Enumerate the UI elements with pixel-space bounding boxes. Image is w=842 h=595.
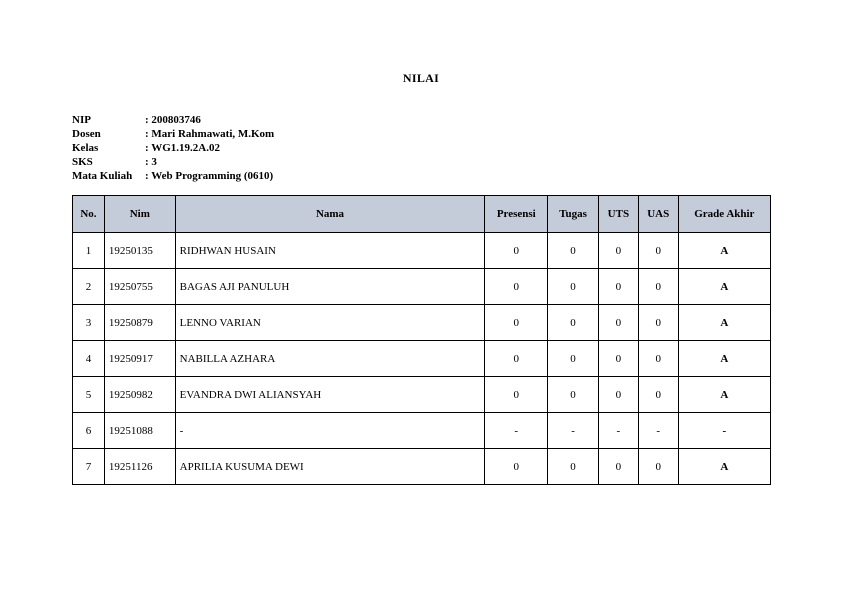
- cell-tugas: 0: [548, 269, 599, 305]
- table-header-row: [73, 196, 771, 233]
- header-nama: Nama: [175, 196, 485, 233]
- cell-tugas: 0: [548, 305, 599, 341]
- table-row: [73, 305, 771, 341]
- cell-uas: 0: [638, 449, 678, 485]
- cell-nama: APRILIA KUSUMA DEWI: [175, 449, 485, 485]
- cell-no: 3: [73, 305, 105, 341]
- info-row-dosen: [72, 127, 274, 141]
- info-value: : Web Programming (0610): [145, 170, 274, 182]
- cell-uts: 0: [598, 269, 638, 305]
- cell-uts: 0: [598, 305, 638, 341]
- cell-uts: 0: [598, 233, 638, 269]
- info-row-nip: [72, 113, 274, 127]
- cell-tugas: -: [548, 413, 599, 449]
- table-row: [73, 377, 771, 413]
- table-row: [73, 269, 771, 305]
- header-tugas: Tugas: [548, 196, 599, 233]
- cell-no: 2: [73, 269, 105, 305]
- header-nim: Nim: [104, 196, 175, 233]
- cell-no: 1: [73, 233, 105, 269]
- cell-nim: 19251126: [104, 449, 175, 485]
- header-uts: UTS: [598, 196, 638, 233]
- cell-presensi: 0: [485, 305, 548, 341]
- header-uas: UAS: [638, 196, 678, 233]
- cell-presensi: 0: [485, 377, 548, 413]
- header-no: No.: [73, 196, 105, 233]
- info-value: : 200803746: [145, 114, 201, 126]
- info-label: SKS: [72, 156, 93, 168]
- cell-nim: 19250879: [104, 305, 175, 341]
- page-title: NILAI: [402, 71, 440, 85]
- grades-table: [72, 195, 771, 485]
- course-info: [72, 113, 274, 183]
- cell-nama: -: [175, 413, 485, 449]
- cell-uas: 0: [638, 341, 678, 377]
- cell-uas: 0: [638, 233, 678, 269]
- info-label: Dosen: [72, 128, 101, 140]
- table-row: [73, 449, 771, 485]
- table-row: [73, 413, 771, 449]
- cell-presensi: 0: [485, 269, 548, 305]
- cell-grade-akhir: -: [678, 413, 770, 449]
- info-value: : WG1.19.2A.02: [145, 142, 220, 154]
- cell-tugas: 0: [548, 449, 599, 485]
- cell-uts: 0: [598, 341, 638, 377]
- info-label: Mata Kuliah: [72, 170, 133, 182]
- cell-nama: EVANDRA DWI ALIANSYAH: [175, 377, 485, 413]
- cell-nim: 19250917: [104, 341, 175, 377]
- info-row-kelas: [72, 141, 274, 155]
- cell-tugas: 0: [548, 377, 599, 413]
- info-label: NIP: [72, 114, 91, 126]
- cell-uts: 0: [598, 377, 638, 413]
- cell-uts: 0: [598, 449, 638, 485]
- cell-uas: 0: [638, 269, 678, 305]
- cell-nama: NABILLA AZHARA: [175, 341, 485, 377]
- cell-nim: 19250135: [104, 233, 175, 269]
- cell-nama: BAGAS AJI PANULUH: [175, 269, 485, 305]
- cell-uas: 0: [638, 377, 678, 413]
- info-row-sks: [72, 155, 274, 169]
- header-grade-akhir: Grade Akhir: [678, 196, 770, 233]
- cell-grade-akhir: A: [678, 449, 770, 485]
- cell-no: 6: [73, 413, 105, 449]
- cell-no: 7: [73, 449, 105, 485]
- cell-grade-akhir: A: [678, 377, 770, 413]
- table-row: [73, 233, 771, 269]
- cell-presensi: 0: [485, 233, 548, 269]
- cell-nim: 19250755: [104, 269, 175, 305]
- cell-grade-akhir: A: [678, 305, 770, 341]
- cell-presensi: 0: [485, 449, 548, 485]
- cell-tugas: 0: [548, 233, 599, 269]
- info-label: Kelas: [72, 142, 99, 154]
- cell-tugas: 0: [548, 341, 599, 377]
- cell-uas: 0: [638, 305, 678, 341]
- table-row: [73, 341, 771, 377]
- info-value: : 3: [145, 156, 157, 168]
- cell-nama: LENNO VARIAN: [175, 305, 485, 341]
- cell-presensi: -: [485, 413, 548, 449]
- info-row-mata-kuliah: [72, 169, 274, 183]
- cell-grade-akhir: A: [678, 269, 770, 305]
- cell-no: 4: [73, 341, 105, 377]
- cell-nama: RIDHWAN HUSAIN: [175, 233, 485, 269]
- cell-nim: 19251088: [104, 413, 175, 449]
- cell-grade-akhir: A: [678, 341, 770, 377]
- cell-uas: -: [638, 413, 678, 449]
- header-presensi: Presensi: [485, 196, 548, 233]
- cell-no: 5: [73, 377, 105, 413]
- cell-presensi: 0: [485, 341, 548, 377]
- info-value: : Mari Rahmawati, M.Kom: [145, 128, 275, 140]
- cell-uts: -: [598, 413, 638, 449]
- cell-nim: 19250982: [104, 377, 175, 413]
- cell-grade-akhir: A: [678, 233, 770, 269]
